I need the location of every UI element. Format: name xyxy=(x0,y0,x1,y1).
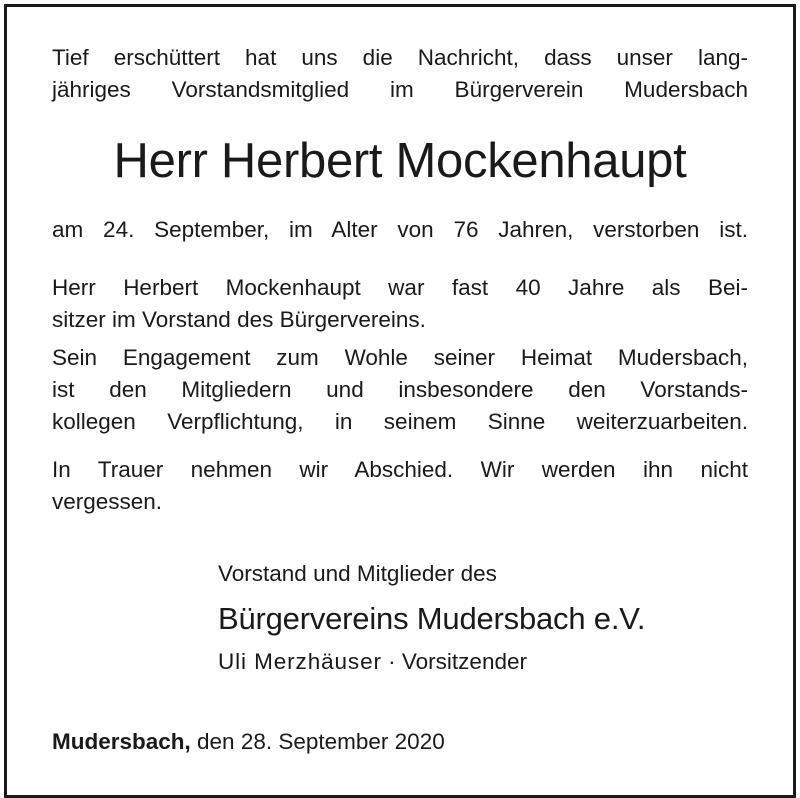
intro-line-2: jähriges Vorstandsmitglied im Bürgerverein Mudersbach xyxy=(52,77,748,102)
paragraph-engagement-line-3: kollegen Verpflichtung, in seinem Sinne weiterzuarbeiten. xyxy=(52,409,748,434)
death-notice: am 24. September, im Alter von 76 Jahren, verstorben ist. xyxy=(52,217,748,242)
dateline xyxy=(52,726,445,758)
signature-chair xyxy=(218,646,758,678)
paragraph-tenure-line-1: Herr Herbert Mockenhaupt war fast 40 Jahre als Bei- xyxy=(52,275,748,300)
paragraph-farewell-line-1: In Trauer nehmen wir Abschied. Wir werden ihn nicht xyxy=(52,457,748,482)
dateline-place: Mudersbach, xyxy=(52,729,191,754)
paragraph-engagement-line-2: ist den Mitgliedern und insbesondere den Vorstands- xyxy=(52,377,748,402)
paragraph-engagement-line-1: Sein Engagement zum Wohle seiner Heimat Mudersbach, xyxy=(52,345,748,370)
signature-role: Vorsitzender xyxy=(401,649,527,674)
paragraph-engagement xyxy=(52,342,748,438)
signature-separator: · xyxy=(381,649,402,674)
signature-intro: Vorstand und Mitglieder des xyxy=(218,561,497,586)
paragraph-tenure-line-2: sitzer im Vorstand des Bürgervereins. xyxy=(52,307,426,332)
paragraph-tenure xyxy=(52,272,748,336)
intro-line-1: Tief erschüttert hat uns die Nachricht, dass unser lang- xyxy=(52,45,748,70)
signature-person: Uli Merzhäuser xyxy=(218,649,382,674)
intro-text xyxy=(52,42,748,106)
paragraph-farewell-line-2: vergessen. xyxy=(52,489,163,514)
deceased-name: Herr Herbert Mockenhaupt xyxy=(113,134,687,188)
signature-organization: Bürgervereins Mudersbach e.V. xyxy=(218,601,646,636)
paragraph-farewell xyxy=(52,454,748,518)
dateline-date: den 28. September 2020 xyxy=(190,729,445,754)
